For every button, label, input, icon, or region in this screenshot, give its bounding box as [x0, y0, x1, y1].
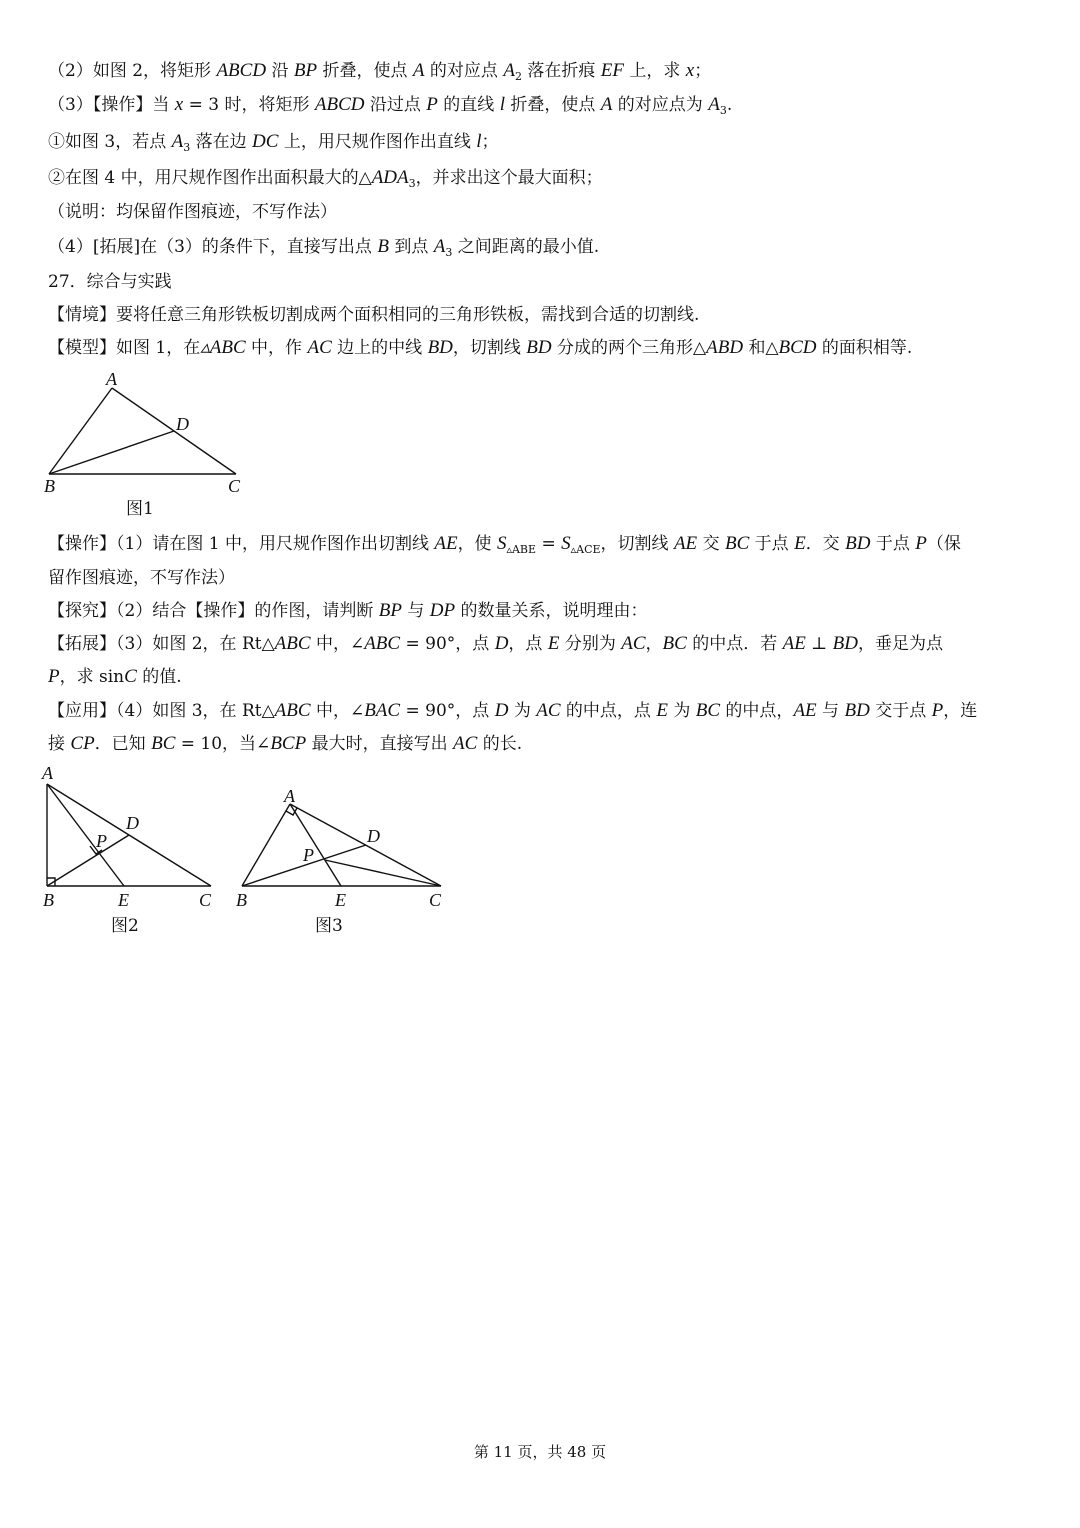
fig3-label-b: B — [236, 890, 247, 910]
fig2-label-p: P — [96, 831, 107, 851]
q27-model: 【模型】如图 1，在▵ABC 中，作 AC 边上的中线 BD，切割线 BD 分成的两个三角形△ABD 和△BCD 的面积相等. — [48, 337, 913, 358]
fig3-label-a: A — [284, 786, 295, 806]
fig1-label-d: D — [176, 414, 189, 434]
q26-note: （说明：均保留作图痕迹，不写作法） — [48, 202, 337, 222]
page-number: 第 11 页，共 48 页 — [473, 1443, 607, 1461]
fig1-caption: 图1 — [126, 499, 154, 519]
fig2-label-c: C — [199, 890, 212, 910]
fig2-label-e: E — [118, 890, 129, 910]
fig3-caption: 图3 — [315, 916, 343, 936]
fig3-label-d: D — [367, 826, 380, 846]
figure-3 — [230, 780, 450, 914]
fig3-label-p: P — [303, 845, 314, 865]
q26-part2: （2）如图 2，将矩形 ABCD 沿 BP 折叠，使点 A 的对应点 $A_2$ 落在折痕 EF 上，求 x； — [48, 60, 712, 83]
q27-situation: 【情境】要将任意三角形铁板切割成两个面积相同的三角形铁板，需找到合适的切割线. — [48, 305, 700, 325]
fig3-segment-cp — [325, 860, 441, 886]
q26-part3: （3）【操作】当 x = 3 时，将矩形 ABCD 沿过点 P 的直线 l 折叠，使点 A 的对应点为 $A_3$. — [48, 94, 733, 117]
fig1-label-a: A — [106, 369, 117, 389]
q27-apply-cont: 接 CP．已知 BC = 10，当∠BCP 最大时，直接写出 AC 的长. — [48, 733, 523, 754]
figure-1 — [40, 368, 260, 498]
q27-explore: 【探究】（2）结合【操作】的作图，请判断 BP 与 DP 的数量关系，说明理由： — [48, 600, 648, 621]
figure-2 — [38, 762, 228, 914]
fig3-side-ab — [242, 804, 290, 886]
fig2-label-a: A — [42, 763, 53, 783]
q26-part3-2: ②在图 4 中，用尺规作图作出面积最大的$\triangle ADA_3$，并求出这个最大面积； — [48, 167, 603, 190]
q27-operation: 【操作】（1）请在图 1 中，用尺规作图作出切割线 AE，使 $S_{▵ABE} = S_{▵ACE}$，切割线 AE 交 BC 于点 E．交 BD 于点 P（保 — [48, 533, 961, 556]
fig3-label-e: E — [335, 890, 346, 910]
fig2-label-b: B — [43, 890, 54, 910]
fig1-side-ab — [49, 388, 112, 474]
fig2-segment-bd — [47, 835, 129, 886]
q27-extend-cont: P，求 sinC 的值. — [48, 666, 182, 687]
fig1-label-b: B — [44, 476, 55, 496]
fig3-label-c: C — [429, 890, 442, 910]
q27-operation-cont: 留作图痕迹，不写作法） — [48, 568, 235, 588]
q27-title: 27．综合与实践 — [48, 272, 172, 292]
q26-part3-1: ①如图 3，若点 $A_3$ 落在边 DC 上，用尺规作图作出直线 l； — [48, 131, 499, 154]
fig1-median-bd — [49, 431, 174, 474]
q27-extend: 【拓展】（3）如图 2，在 Rt△ABC 中，∠ABC = 90°，点 D，点 E 分别为 AC，BC 的中点．若 AE ⊥ BD，垂足为点 — [48, 633, 943, 654]
fig2-caption: 图2 — [111, 916, 139, 936]
q26-part4: （4）[拓展]在（3）的条件下，直接写出点 B 到点 $A_3$ 之间距离的最小值. — [48, 236, 600, 259]
fig2-segment-ae — [47, 784, 124, 886]
fig1-label-c: C — [228, 476, 241, 496]
fig3-segment-ae — [290, 804, 341, 886]
fig2-label-d: D — [126, 813, 139, 833]
q27-apply: 【应用】（4）如图 3，在 Rt△ABC 中，∠BAC = 90°，点 D 为 AC 的中点，点 E 为 BC 的中点，AE 与 BD 交于点 P，连 — [48, 700, 978, 721]
